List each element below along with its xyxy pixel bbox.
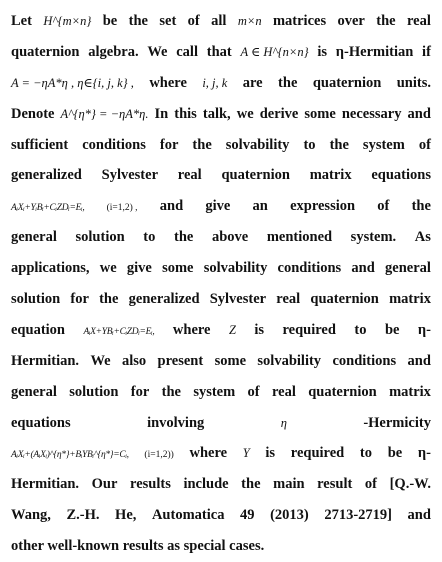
word: Z.-H. bbox=[66, 507, 100, 524]
word: of bbox=[418, 136, 431, 153]
math-formula: A = −ηA*η , η∈{i, j, k} , bbox=[11, 75, 134, 90]
word: η- bbox=[417, 445, 431, 462]
word: equation bbox=[11, 321, 65, 338]
word: equations bbox=[371, 167, 431, 184]
word: include bbox=[183, 476, 229, 493]
word: of bbox=[364, 476, 377, 493]
word: He, bbox=[115, 507, 137, 524]
word: Sylvester bbox=[209, 291, 267, 308]
word: matrix bbox=[389, 291, 431, 308]
word: Denote bbox=[11, 105, 55, 122]
word: all bbox=[211, 13, 227, 29]
word: of bbox=[187, 13, 200, 29]
word: solution bbox=[75, 229, 125, 246]
word: results bbox=[130, 476, 171, 493]
word: be bbox=[387, 445, 403, 462]
word: some bbox=[304, 105, 336, 122]
text-line bbox=[11, 191, 431, 222]
text-line bbox=[11, 284, 431, 315]
word: is bbox=[317, 43, 328, 60]
word: for bbox=[130, 383, 150, 400]
word: the bbox=[99, 291, 119, 308]
word: we bbox=[236, 105, 254, 122]
word: matrices bbox=[272, 13, 327, 29]
word: solution bbox=[69, 383, 119, 400]
word: above bbox=[211, 229, 249, 246]
word: some bbox=[214, 352, 247, 369]
word: solvability bbox=[225, 136, 290, 153]
word: if bbox=[422, 43, 431, 60]
word: also bbox=[121, 352, 147, 369]
word: matrix bbox=[309, 167, 352, 184]
word: necessary bbox=[341, 105, 402, 122]
word: conditions bbox=[82, 136, 146, 153]
text-line bbox=[11, 130, 431, 161]
word: 2713-2719] bbox=[324, 507, 392, 524]
word: the bbox=[278, 74, 298, 91]
word: the bbox=[161, 383, 181, 400]
word: are bbox=[242, 74, 263, 91]
word: required bbox=[282, 321, 336, 338]
word: required bbox=[290, 445, 345, 462]
word: In bbox=[154, 105, 169, 122]
word: we bbox=[99, 260, 117, 277]
word: quaternion bbox=[308, 383, 377, 400]
word: solvability bbox=[257, 352, 322, 369]
word: present bbox=[157, 352, 204, 369]
word: derive bbox=[259, 105, 299, 122]
math-symbol: m×n bbox=[237, 14, 262, 28]
word: solvability bbox=[203, 260, 268, 277]
word: to bbox=[359, 445, 372, 462]
word: to bbox=[303, 136, 316, 153]
word: and bbox=[407, 352, 431, 369]
word: and bbox=[407, 507, 431, 524]
word: As bbox=[414, 229, 431, 246]
word: η- bbox=[417, 321, 431, 338]
word: an bbox=[252, 198, 268, 215]
word: is bbox=[265, 445, 276, 462]
word: quaternion bbox=[310, 291, 379, 308]
word: expression bbox=[290, 198, 356, 215]
math-symbol: Y bbox=[242, 446, 250, 461]
word: -Hermicity bbox=[363, 414, 431, 431]
word: conditions bbox=[332, 352, 397, 369]
word: quaternion bbox=[312, 74, 382, 91]
word: is bbox=[254, 321, 265, 338]
word: set bbox=[159, 13, 177, 29]
word: real bbox=[276, 291, 301, 308]
word: Automatica bbox=[151, 507, 225, 524]
word: equations bbox=[11, 414, 71, 431]
word: give bbox=[126, 260, 152, 277]
word: [Q.-W. bbox=[389, 476, 431, 493]
word: generalized bbox=[128, 291, 200, 308]
word: to bbox=[143, 229, 156, 246]
word: mentioned bbox=[266, 229, 333, 246]
word: Wang, bbox=[11, 507, 51, 524]
word: algebra. bbox=[88, 43, 139, 60]
word: (2013) bbox=[270, 507, 309, 524]
math-symbol: Z bbox=[228, 322, 236, 337]
text-line bbox=[11, 531, 431, 562]
word: the bbox=[241, 476, 261, 493]
text-line bbox=[11, 160, 431, 191]
word: real bbox=[271, 383, 296, 400]
word: Hermitian. bbox=[11, 476, 80, 493]
word: the bbox=[411, 198, 431, 215]
word: We bbox=[147, 43, 168, 60]
word: real bbox=[407, 13, 431, 29]
word: for bbox=[159, 136, 179, 153]
word: and bbox=[159, 198, 184, 215]
math-formula: A^{η*} = −ηA*η. bbox=[60, 106, 149, 121]
word: conditions bbox=[277, 260, 342, 277]
word: other well-known results as special cases. bbox=[11, 538, 265, 555]
word: sufficient bbox=[11, 136, 69, 153]
text-line bbox=[11, 315, 431, 346]
word: and bbox=[407, 105, 431, 122]
math-formula: AᵢXᵢ+YᵢBᵢ+CᵢZDᵢ=Eᵢ, bbox=[11, 203, 85, 214]
word: system bbox=[362, 136, 405, 153]
word: result bbox=[317, 476, 353, 493]
word: of bbox=[377, 198, 390, 215]
text-line bbox=[11, 6, 431, 37]
word: units. bbox=[396, 74, 431, 91]
word: general bbox=[11, 383, 57, 400]
word: generalized bbox=[11, 167, 82, 184]
word: where bbox=[189, 445, 228, 462]
math-symbol: η bbox=[280, 415, 287, 430]
word: quaternion bbox=[221, 167, 290, 184]
text-line bbox=[11, 500, 431, 531]
word: involving bbox=[147, 414, 205, 431]
word: We bbox=[90, 352, 111, 369]
word: be bbox=[384, 321, 400, 338]
math-symbol: H^{m×n} bbox=[43, 14, 92, 28]
word: 49 bbox=[240, 507, 255, 524]
word: main bbox=[273, 476, 305, 493]
word: and bbox=[351, 260, 375, 277]
math-index: (i=1,2) , bbox=[106, 203, 138, 214]
word: the bbox=[376, 13, 396, 29]
word: quaternion bbox=[11, 43, 80, 60]
word: the bbox=[329, 136, 349, 153]
word: give bbox=[205, 198, 231, 215]
math-formula: AᵢXᵢ+(AᵢXᵢ)^{η*}+BᵢYBᵢ^{η*}=Cᵢ, bbox=[11, 450, 129, 461]
text-line bbox=[11, 99, 431, 130]
text-line bbox=[11, 346, 431, 377]
text-line bbox=[11, 377, 431, 408]
word: matrix bbox=[389, 383, 431, 400]
word: some bbox=[162, 260, 194, 277]
word: the bbox=[192, 136, 212, 153]
word: the bbox=[128, 13, 148, 29]
text-line bbox=[11, 37, 431, 68]
math-symbol: A ∈ H^{n×n} bbox=[240, 44, 309, 59]
word: for bbox=[70, 291, 89, 308]
word: general bbox=[385, 260, 431, 277]
text-line bbox=[11, 438, 431, 469]
word: real bbox=[177, 167, 202, 184]
word: system. bbox=[350, 229, 397, 246]
word: call bbox=[176, 43, 198, 60]
word: Hermitian. bbox=[11, 352, 80, 369]
word: where bbox=[172, 321, 211, 338]
math-symbol: i, j, k bbox=[202, 75, 228, 90]
word: to bbox=[354, 321, 367, 338]
math-formula: AᵢX+YBᵢ+CᵢZDᵢ=Eᵢ, bbox=[83, 326, 155, 337]
word: η-Hermitian bbox=[335, 43, 414, 60]
word: this bbox=[174, 105, 197, 122]
math-index: (i=1,2)) bbox=[144, 450, 174, 461]
word: over bbox=[337, 13, 365, 29]
word: Sylvester bbox=[101, 167, 159, 184]
text-line bbox=[11, 469, 431, 500]
word: of bbox=[247, 383, 260, 400]
text-line bbox=[11, 408, 431, 439]
word: solution bbox=[11, 291, 61, 308]
text-line bbox=[11, 68, 431, 99]
word: general bbox=[11, 229, 57, 246]
word: the bbox=[174, 229, 194, 246]
word: Let bbox=[11, 13, 32, 29]
word: applications, bbox=[11, 260, 90, 277]
word: system bbox=[193, 383, 236, 400]
word: be bbox=[102, 13, 118, 29]
text-line bbox=[11, 222, 431, 253]
text-line bbox=[11, 253, 431, 284]
word: where bbox=[149, 74, 187, 91]
word: talk, bbox=[202, 105, 231, 122]
word: that bbox=[206, 43, 232, 60]
word: Our bbox=[91, 476, 118, 493]
